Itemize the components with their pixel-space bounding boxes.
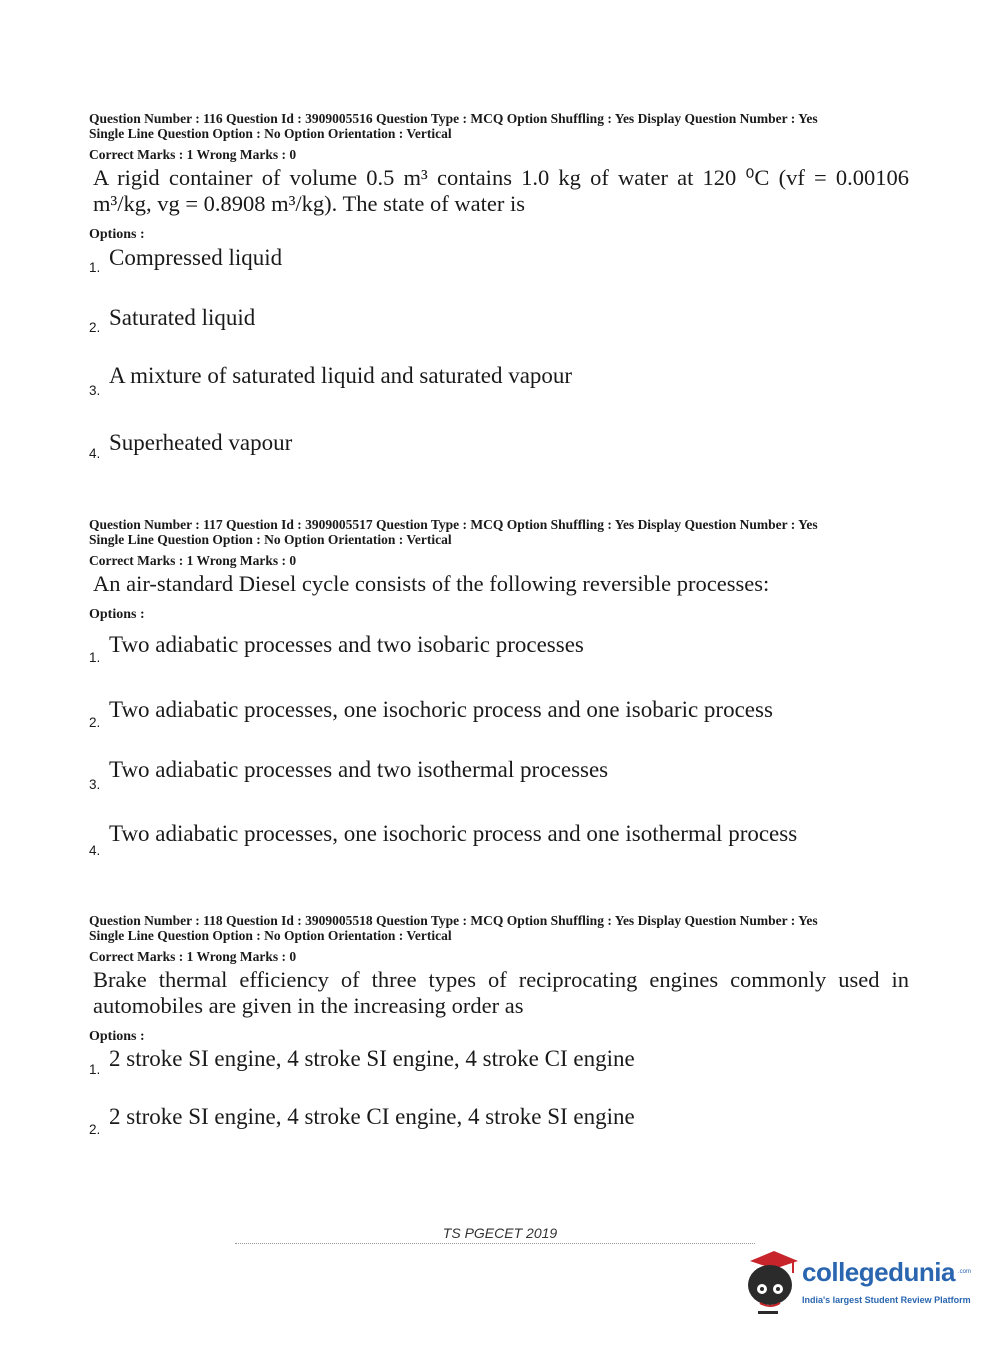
question-marks: Correct Marks : 1 Wrong Marks : 0: [89, 147, 297, 162]
options-label: Options :: [89, 1029, 145, 1044]
option-text: Two adiabatic processes, one isochoric process and one isothermal process: [109, 821, 798, 846]
option-text: Two adiabatic processes and two isobaric processes: [109, 632, 584, 657]
option-text: Superheated vapour: [109, 430, 293, 455]
question-117: [89, 518, 909, 623]
option-number: 2.: [89, 715, 101, 730]
option-number: 1.: [89, 650, 101, 665]
option-text: Compressed liquid: [109, 245, 283, 270]
option-text: 2 stroke SI engine, 4 stroke CI engine, 4 stroke SI engine: [109, 1104, 635, 1129]
graduate-mascot-icon: [740, 1247, 802, 1317]
question-118: [89, 914, 909, 1045]
question-meta-line1: Question Number : 116 Question Id : 3909005516 Question Type : MCQ Option Shuffling : Yes Display Question Number : Yes: [89, 111, 818, 126]
option-text: A mixture of saturated liquid and saturated vapour: [109, 363, 573, 388]
question-meta-line2: Single Line Question Option : No Option Orientation : Vertical: [89, 125, 452, 141]
exam-title: TS PGECET 2019: [442, 1225, 558, 1241]
option-text: Two adiabatic processes and two isothermal processes: [109, 757, 609, 782]
question-marks: Correct Marks : 1 Wrong Marks : 0: [89, 949, 297, 964]
question-meta-line2: Single Line Question Option : No Option Orientation : Vertical: [89, 927, 452, 943]
options-label: Options :: [89, 607, 145, 622]
option-number: 3.: [89, 777, 101, 792]
brand-name: collegedunia: [802, 1257, 955, 1287]
question-meta-line1: Question Number : 117 Question Id : 3909005517 Question Type : MCQ Option Shuffling : Yes Display Question Number : Yes: [89, 517, 818, 532]
option-number: 3.: [89, 383, 101, 398]
question-text: An air-standard Diesel cycle consists of the following reversible processes:: [93, 571, 770, 596]
option-number: 1.: [89, 260, 101, 275]
option-number: 4.: [89, 446, 101, 461]
option-number: 4.: [89, 843, 101, 858]
collegedunia-logo: [740, 1247, 970, 1317]
option-text: 2 stroke SI engine, 4 stroke SI engine, 4 stroke CI engine: [109, 1046, 635, 1071]
question-text: Brake thermal efficiency of three types of reciprocating engines commonly used in automobiles are given in the increasing order as: [93, 967, 909, 1018]
footer-divider: [235, 1243, 755, 1244]
brand-suffix: .com: [958, 1269, 972, 1275]
option-number: 2.: [89, 1122, 101, 1137]
question-meta-line1: Question Number : 118 Question Id : 3909005518 Question Type : MCQ Option Shuffling : Yes Display Question Number : Yes: [89, 913, 818, 928]
question-marks: Correct Marks : 1 Wrong Marks : 0: [89, 553, 297, 568]
options-label: Options :: [89, 227, 145, 242]
option-text: Two adiabatic processes, one isochoric process and one isobaric process: [109, 697, 773, 722]
question-meta-line2: Single Line Question Option : No Option Orientation : Vertical: [89, 531, 452, 547]
brand-tagline: India's largest Student Review Platform: [802, 1295, 971, 1305]
question-116: [89, 112, 909, 243]
option-number: 2.: [89, 320, 101, 335]
option-number: 1.: [89, 1062, 101, 1077]
question-text: A rigid container of volume 0.5 m³ contains 1.0 kg of water at 120 ⁰C (vf = 0.00106 m³/kg, vg = 0.8908 m³/kg). The state of water is: [93, 165, 909, 216]
option-text: Saturated liquid: [109, 305, 256, 330]
